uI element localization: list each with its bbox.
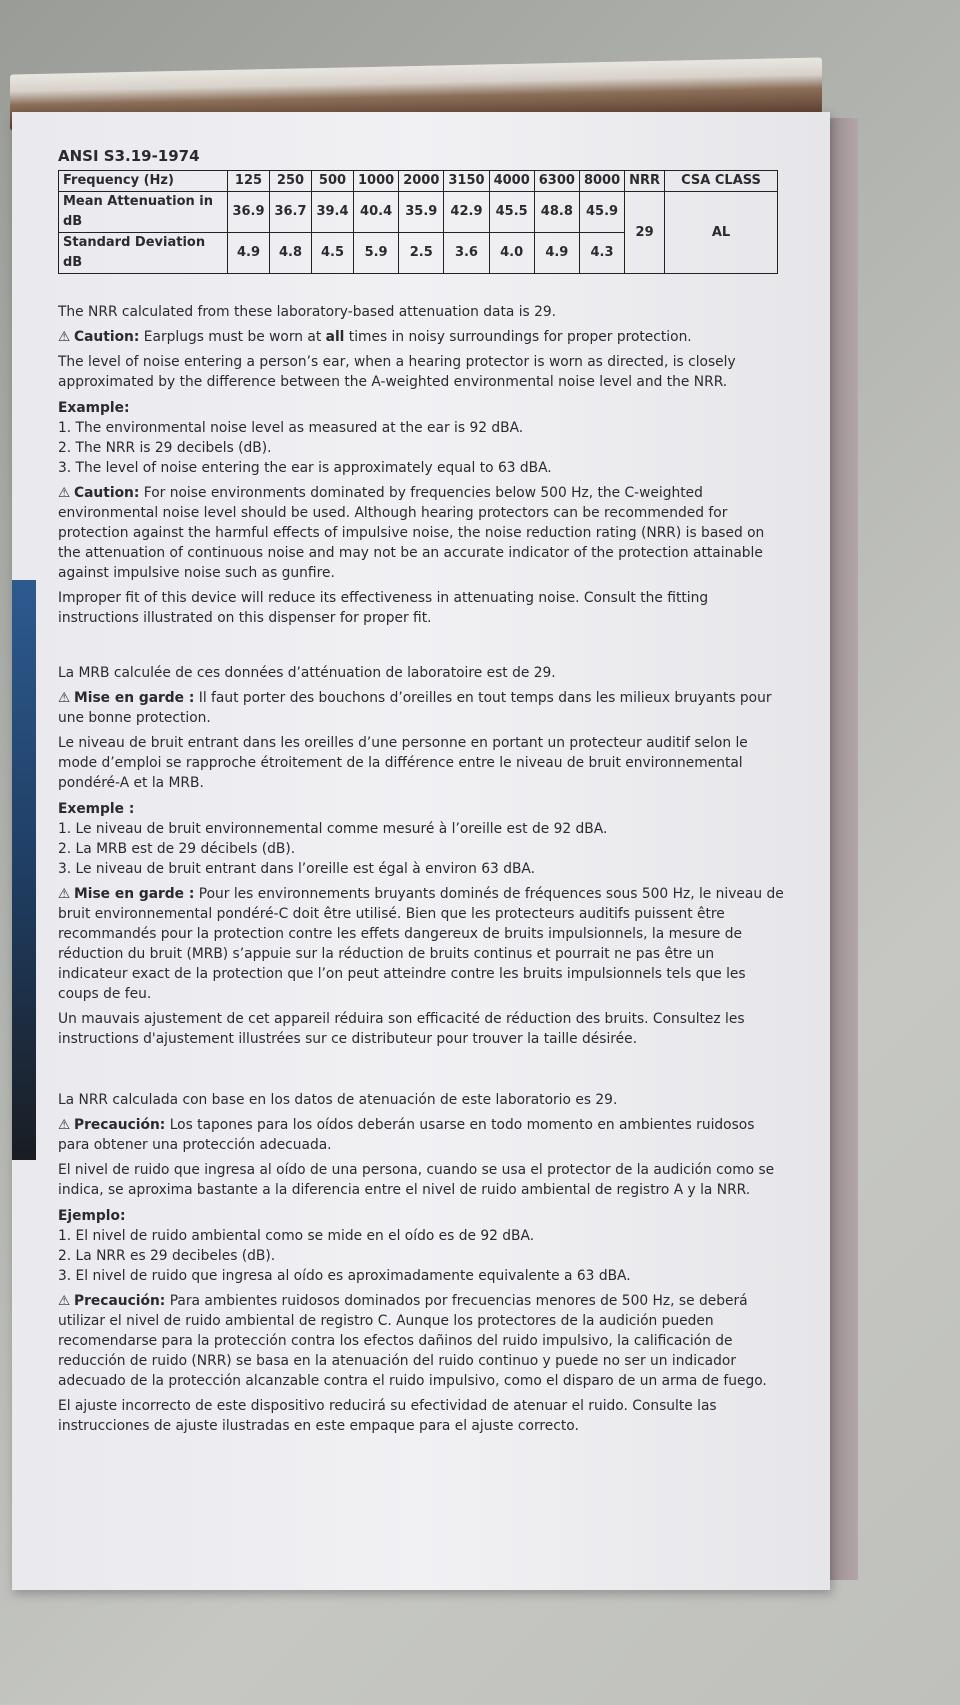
std-cell: 4.8	[270, 233, 312, 274]
fit-paragraph: Improper fit of this device will reduce its effectiveness in attenuating noise. Consult the fitting instructions illustrated on this dispenser for proper fit.	[58, 590, 709, 626]
freq-cell: 250	[270, 171, 312, 192]
freq-cell: 3150	[444, 171, 489, 192]
std-cell: 4.5	[312, 233, 354, 274]
example-list	[58, 1226, 786, 1286]
nrr-statement: La NRR calculada con base en los datos de atenuación de este laboratorio es 29.	[58, 1092, 618, 1108]
french-section	[58, 663, 786, 1049]
example-list	[58, 418, 786, 478]
explanation-paragraph: Le niveau de bruit entrant dans les oreilles d’une personne en portant un protecteur auditif selon le mode d’emploi se rapproche étroitement de la différence entre le niveau de bruit environnemental pondéré-A et la MRB.	[58, 735, 748, 791]
frequency-header: Frequency (Hz)	[59, 171, 228, 192]
std-cell: 3.6	[444, 233, 489, 274]
fit-paragraph: El ajuste incorrecto de este dispositivo reducirá su efectividad de atenuar el ruido. Consulte las instrucciones de ajuste ilustradas en este empaque para el ajuste correcto.	[58, 1398, 717, 1434]
caution-paragraph-2: ⚠ Precaución: Para ambientes ruidosos dominados por frecuencias menores de 500 Hz, se deberá utilizar el nivel de ruido ambiental de registro C. Aunque los protectores de la audición pueden recomendarse para la protección contra los efectos dañinos del ruido impulsivo, la calificación de reducción de ruido (NRR) se basa en la atenuación del ruido continuo y puede no ser un indicador adecuado de la protección alcanzable contra el ruido impulsivo, como el disparo de un arma de fuego.	[58, 1293, 767, 1389]
label-content	[58, 146, 786, 1441]
csa-value: AL	[665, 192, 778, 274]
box-side-panel	[830, 118, 858, 1580]
warning-triangle-icon: ⚠	[58, 485, 71, 501]
warning-triangle-icon: ⚠	[58, 1293, 71, 1309]
std-cell: 4.9	[534, 233, 579, 274]
freq-cell: 6300	[534, 171, 579, 192]
caution-label: Precaución:	[74, 1117, 166, 1133]
mean-cell: 35.9	[399, 192, 444, 233]
caution-paragraph: ⚠ Precaución: Los tapones para los oídos deberán usarse en todo momento en ambientes ruidosos para obtener una protección adecuada.	[58, 1117, 755, 1153]
std-cell: 5.9	[354, 233, 399, 274]
nrr-value: 29	[625, 192, 665, 274]
caution-paragraph-2: ⚠ Mise en garde : Pour les environnements bruyants dominés de fréquences sous 500 Hz, le niveau de bruit environnemental pondéré-C doit être utilisé. Bien que les protecteurs auditifs puissent être recommandés pour la protection contre les effets dangereux de bruits impulsionnels, la mesure de réduction du bruit (MRB) s’appuie sur la réduction de bruits continus et pourrait ne pas être un indicateur exact de la protection que l’on peut atteindre contre les bruits impulsionnels tels que les coups de feu.	[58, 886, 784, 1002]
std-cell: 4.9	[228, 233, 270, 274]
caution-paragraph-2: ⚠ Caution: For noise environments dominated by frequencies below 500 Hz, the C-weighted environmental noise level should be used. Although hearing protectors can be recommended for protection against the harmful effects of impulsive noise, the noise reduction rating (NRR) is based on the attenuation of continuous noise and may not be an accurate indicator of the protection attainable against impulsive noise such as gunfire.	[58, 485, 765, 581]
warning-triangle-icon: ⚠	[58, 886, 71, 902]
mean-cell: 45.5	[489, 192, 534, 233]
mean-label: Mean Attenuation in dB	[59, 192, 228, 233]
freq-cell: 500	[312, 171, 354, 192]
explanation-paragraph: The level of noise entering a person’s ear, when a hearing protector is worn as directed, is closely approximated by the difference between the A-weighted environmental noise level and the NRR.	[58, 354, 736, 390]
list-item: 1. El nivel de ruido ambiental como se mide en el oído es de 92 dBA.	[58, 1228, 535, 1244]
freq-cell: 125	[228, 171, 270, 192]
mean-cell: 45.9	[579, 192, 624, 233]
list-item: 1. The environmental noise level as measured at the ear is 92 dBA.	[58, 420, 524, 436]
freq-cell: 2000	[399, 171, 444, 192]
std-cell: 4.3	[579, 233, 624, 274]
list-item: 3. Le niveau de bruit entrant dans l’oreille est égal à environ 63 dBA.	[58, 861, 535, 877]
caution-label: Caution:	[74, 485, 140, 501]
mean-cell: 36.7	[270, 192, 312, 233]
mean-attenuation-row	[59, 192, 778, 233]
std-label: Standard Deviation dB	[59, 233, 228, 274]
freq-cell: 1000	[354, 171, 399, 192]
mean-cell: 36.9	[228, 192, 270, 233]
nrr-header: NRR	[625, 171, 665, 192]
warning-triangle-icon: ⚠	[58, 690, 71, 706]
mean-cell: 40.4	[354, 192, 399, 233]
freq-cell: 8000	[579, 171, 624, 192]
caution-paragraph: ⚠ Mise en garde : Il faut porter des bouchons d’oreilles en tout temps dans les milieux bruyants pour une bonne protection.	[58, 690, 772, 726]
warning-triangle-icon: ⚠	[58, 329, 71, 345]
spanish-section	[58, 1090, 786, 1436]
standard-title: ANSI S3.19-1974	[58, 147, 200, 165]
mean-cell: 39.4	[312, 192, 354, 233]
freq-cell: 4000	[489, 171, 534, 192]
mean-cell: 42.9	[444, 192, 489, 233]
caution-label: Precaución:	[74, 1293, 166, 1309]
warning-triangle-icon: ⚠	[58, 1117, 71, 1133]
list-item: 3. El nivel de ruido que ingresa al oído es aproximadamente equivalente a 63 dBA.	[58, 1268, 631, 1284]
example-heading: Example:	[58, 400, 130, 416]
std-cell: 2.5	[399, 233, 444, 274]
example-list	[58, 819, 786, 879]
fit-paragraph: Un mauvais ajustement de cet appareil réduira son efficacité de réduction des bruits. Consultez les instructions d'ajustement illustrées sur ce distributeur pour trouver la taille désirée.	[58, 1011, 745, 1047]
box-graphic-strip	[12, 580, 36, 1160]
list-item: 1. Le niveau de bruit environnemental comme mesuré à l’oreille est de 92 dBA.	[58, 821, 608, 837]
list-item: 2. La NRR es 29 decibeles (dB).	[58, 1248, 276, 1264]
std-cell: 4.0	[489, 233, 534, 274]
caution-paragraph: ⚠ Caution: Earplugs must be worn at all times in noisy surroundings for proper protection.	[58, 329, 692, 345]
caution-label: Mise en garde :	[74, 690, 195, 706]
english-section	[58, 302, 786, 628]
caution-label: Caution:	[74, 329, 140, 345]
csa-header: CSA CLASS	[665, 171, 778, 192]
nrr-statement: La MRB calculée de ces données d’atténuation de laboratoire est de 29.	[58, 665, 556, 681]
list-item: 3. The level of noise entering the ear is approximately equal to 63 dBA.	[58, 460, 552, 476]
example-heading: Exemple :	[58, 801, 135, 817]
list-item: 2. La MRB est de 29 décibels (dB).	[58, 841, 296, 857]
caution-label: Mise en garde :	[74, 886, 195, 902]
nrr-statement: The NRR calculated from these laboratory-based attenuation data is 29.	[58, 304, 557, 320]
attenuation-table	[58, 170, 778, 274]
mean-cell: 48.8	[534, 192, 579, 233]
list-item: 2. The NRR is 29 decibels (dB).	[58, 440, 272, 456]
frequency-row	[59, 171, 778, 192]
explanation-paragraph: El nivel de ruido que ingresa al oído de una persona, cuando se usa el protector de la audición como se indica, se aproxima bastante a la diferencia entre el nivel de ruido ambiental de registro A y la NRR.	[58, 1162, 775, 1198]
example-heading: Ejemplo:	[58, 1208, 126, 1224]
